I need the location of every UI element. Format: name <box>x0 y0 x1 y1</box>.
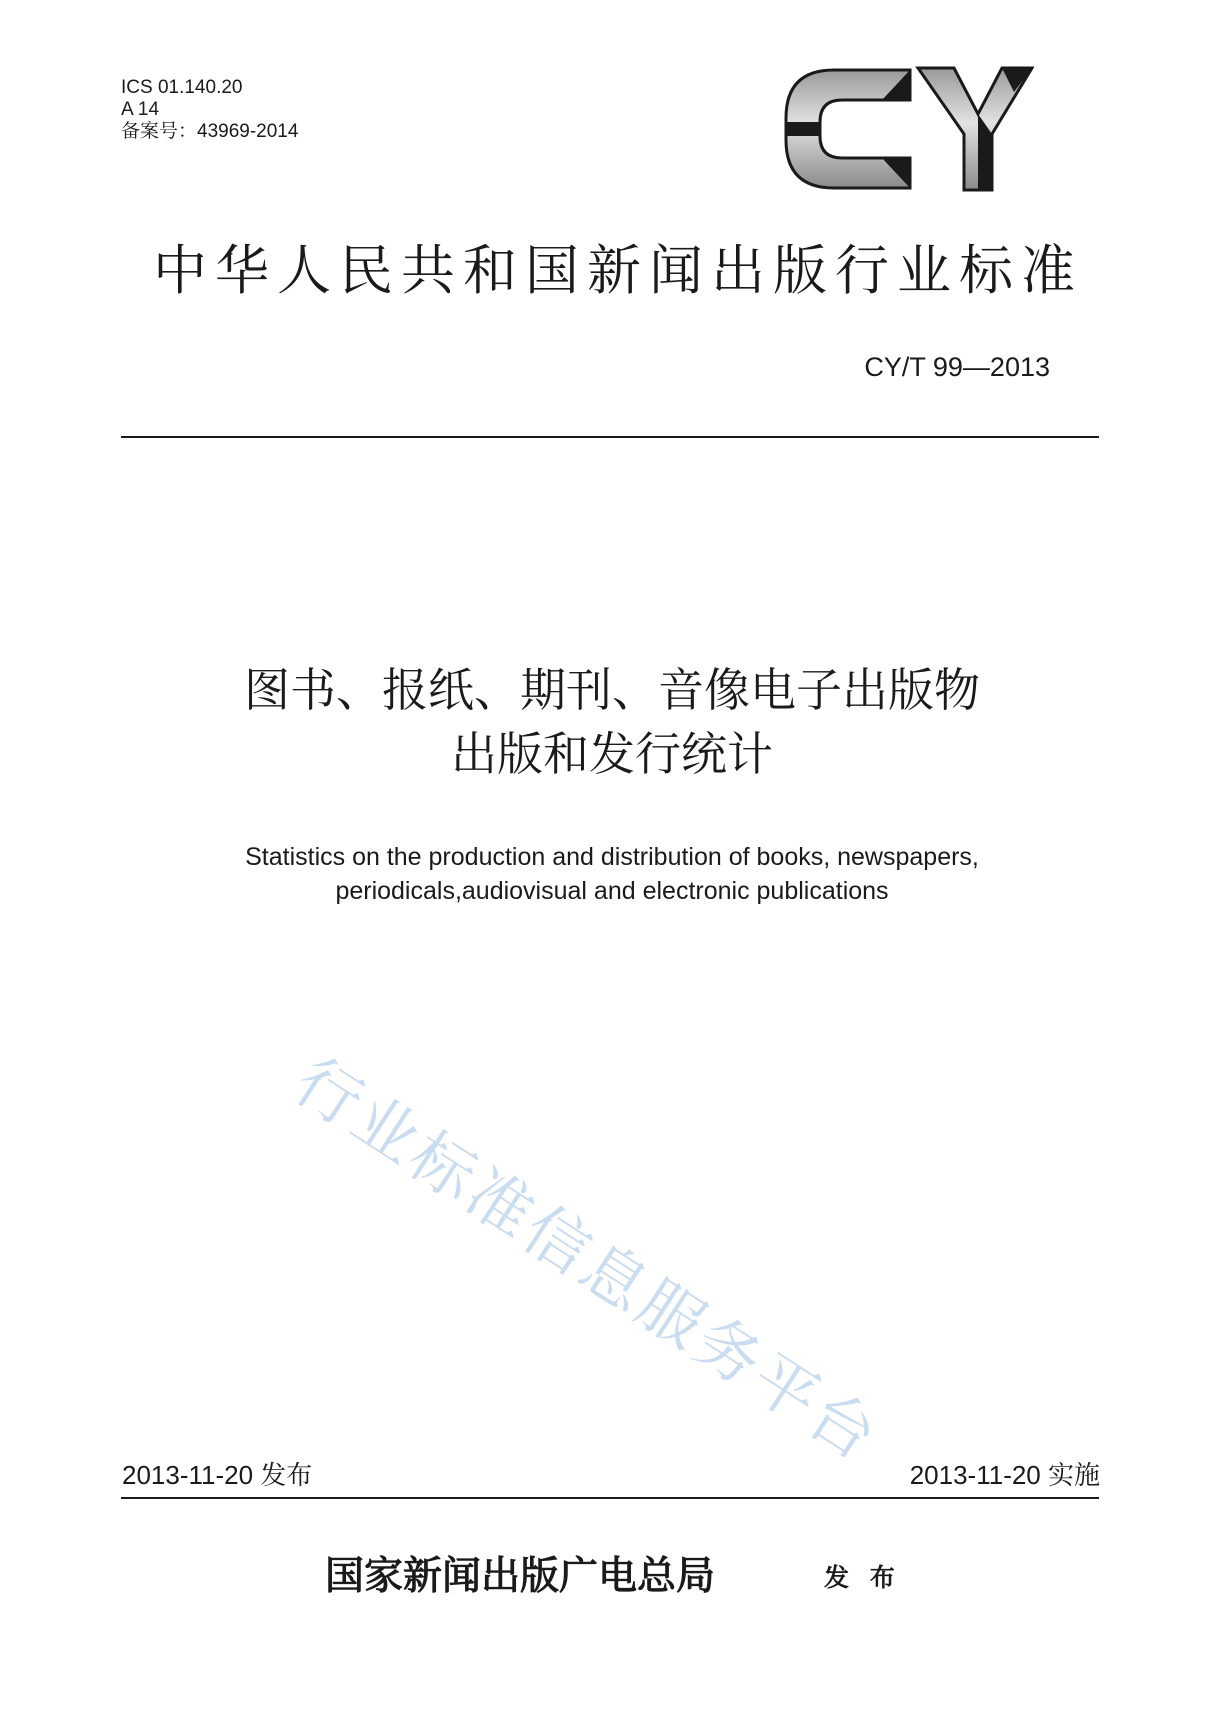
ics-code: ICS 01.140.20 <box>121 77 243 98</box>
top-divider <box>121 436 1099 438</box>
issue-date: 2013-11-20 发布 <box>122 1460 313 1490</box>
title-en-line1: Statistics on the production and distribution of books, newspapers, <box>245 843 979 871</box>
title-en-line2: periodicals,audiovisual and electronic publications <box>335 877 889 905</box>
standard-category-title: 中华人民共和国新闻出版行业标准 <box>153 239 1083 302</box>
publish-label: 发 布 <box>824 1563 901 1592</box>
publisher-name: 国家新闻出版广电总局 <box>325 1553 716 1599</box>
filing-number: 备案号：43969-2014 <box>121 121 299 142</box>
cy-logo-icon <box>782 62 1034 196</box>
bottom-divider <box>121 1497 1099 1499</box>
implementation-date: 2013-11-20 实施 <box>909 1460 1100 1490</box>
standard-number: CY/T 99—2013 <box>864 352 1050 382</box>
classification-code: A 14 <box>121 99 160 120</box>
watermark-text: 行业标准信息服务平台 <box>281 1044 893 1477</box>
title-zh-line2: 出版和发行统计 <box>451 727 773 781</box>
title-zh-line1: 图书、报纸、期刊、音像电子出版物 <box>244 663 980 717</box>
